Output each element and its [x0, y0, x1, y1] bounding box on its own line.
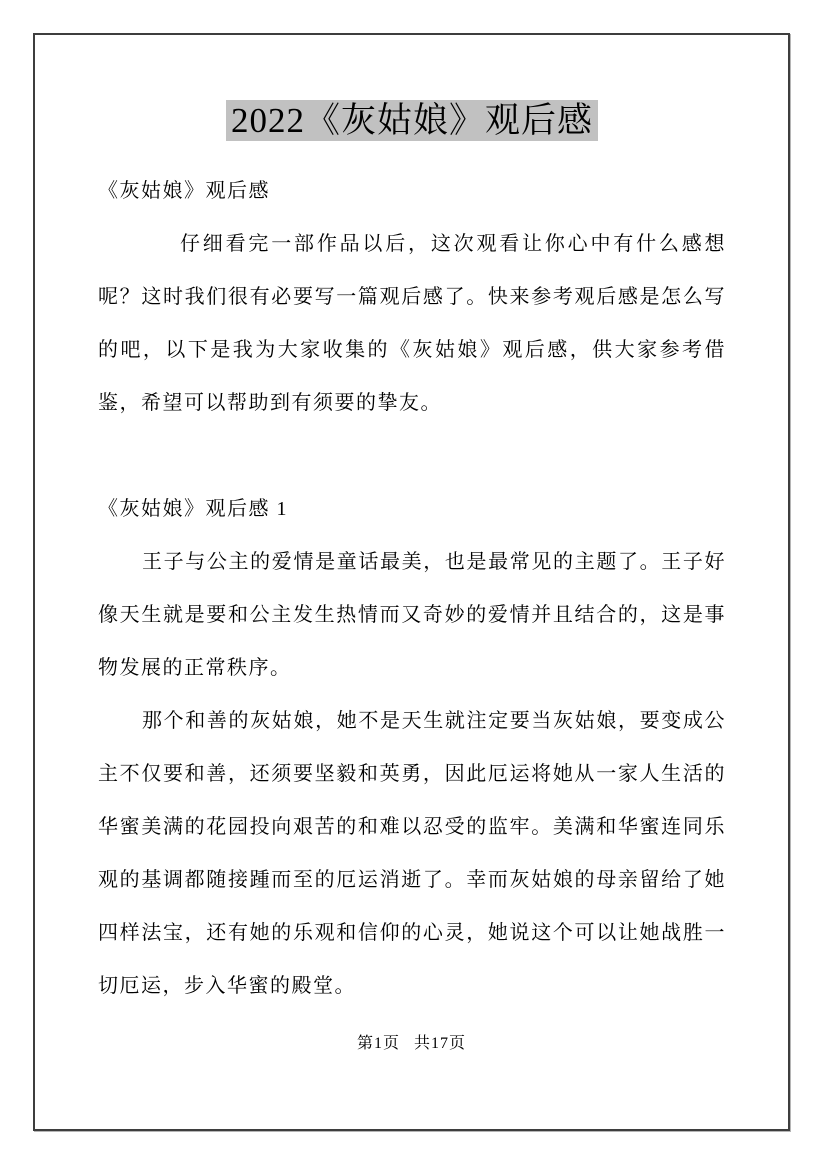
page-border-frame [33, 33, 790, 1131]
document-heading: 《灰姑娘》观后感 [98, 180, 270, 202]
page-footer [35, 1030, 788, 1053]
section-heading: 《灰姑娘》观后感 1 [98, 498, 288, 520]
title-highlight: 2022《灰姑娘》观后感 [226, 100, 598, 141]
page-number: 第1页 [356, 1035, 400, 1052]
intro-paragraph: 仔细看完一部作品以后，这次观看让你心中有什么感想呢？这时我们很有必要写一篇观后感了。快来参考观后感是怎么写的吧，以下是我为大家收集的《灰姑娘》观后感，供大家参考借鉴，希望可以帮助到有须要的挚友。 [98, 233, 726, 414]
document-title [98, 97, 726, 145]
body-paragraph: 那个和善的灰姑娘，她不是天生就注定要当灰姑娘，要变成公主不仅要和善，还须要坚毅和英勇，因此厄运将她从一家人生活的华蜜美满的花园投向艰苦的和难以忍受的监牢。美满和华蜜连同乐观的基调都随接踵而至的厄运消逝了。幸而灰姑娘的母亲留给了她四样法宝，还有她的乐观和信仰的心灵，她说这个可以让她战胜一切厄运，步入华蜜的殿堂。 [98, 710, 726, 997]
total-pages: 共17页 [414, 1035, 467, 1052]
document-content [35, 35, 788, 1013]
body-paragraph: 王子与公主的爱情是童话最美，也是最常见的主题了。王子好像天生就是要和公主发生热情而又奇妙的爱情并且结合的，这是事物发展的正常秩序。 [98, 551, 726, 679]
